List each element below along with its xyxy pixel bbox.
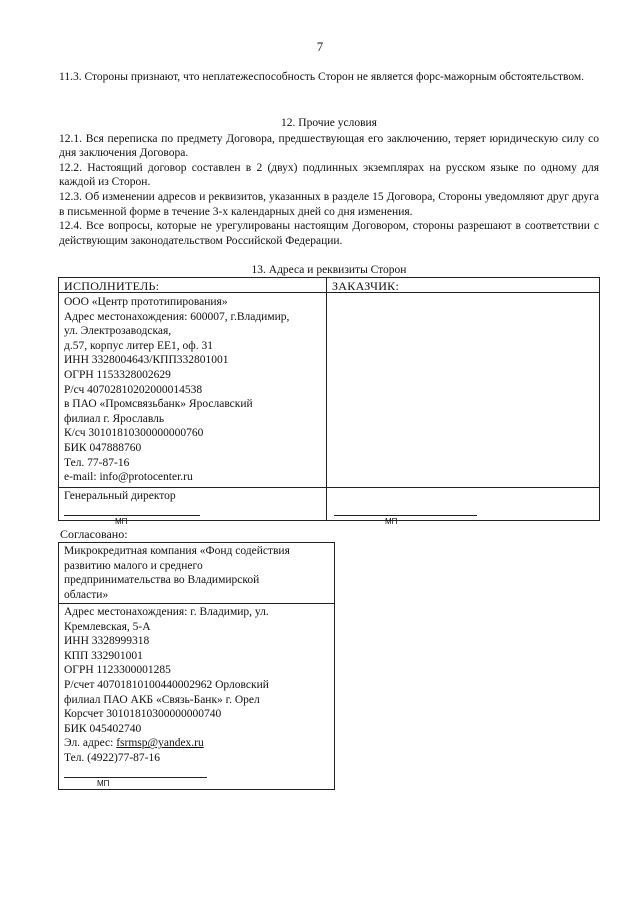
clause-12-4: 12.4. Все вопросы, которые не урегулированы настоящим Договором, стороны разрешают в соответствии с действующим законодательством Российской Федерации.	[59, 220, 599, 247]
clause-12-1: 12.1. Вся переписка по предмету Договора, предшествующая его заключению, теряет юридическую силу со дня заключения Договора.	[59, 132, 599, 160]
customer-stamp-label: МП	[385, 517, 398, 526]
executor-line: e-mail: info@protocenter.ru	[64, 471, 193, 484]
details-line: ИНН 3328999318	[64, 635, 150, 648]
executor-signature-line	[64, 515, 200, 516]
executor-line: филиал г. Ярославль	[64, 412, 165, 425]
executor-line: ИНН 3328004643/КПП332801001	[64, 354, 229, 367]
executor-line: д.57, корпус литер ЕЕ1, оф. 31	[64, 339, 214, 352]
executor-line: в ПАО «Промсвязьбанк» Ярославский	[64, 398, 253, 411]
section-13-title: 13. Адреса и реквизиты Сторон	[251, 264, 407, 276]
details-line: ОГРН 1123300001285	[64, 664, 171, 677]
email-link[interactable]: fsrmsp@yandex.ru	[116, 737, 204, 750]
page-number: 7	[316, 40, 324, 54]
executor-line: ООО «Центр прототипирования»	[64, 296, 228, 308]
executor-line: Тел. 77-87-16	[64, 456, 130, 469]
org-line: предпринимательства во Владимирской	[64, 574, 260, 587]
email-row	[64, 736, 330, 751]
executor-line: ул. Электрозаводская,	[64, 325, 172, 338]
agreed-table	[58, 542, 335, 790]
executor-details	[64, 295, 322, 485]
agreed-stamp-label: МП	[97, 779, 110, 788]
executor-position: Генеральный директор	[64, 490, 176, 502]
agreed-label: Согласовано:	[60, 527, 128, 541]
column-divider	[326, 278, 327, 520]
details-line: БИК 045402740	[64, 722, 142, 735]
details-line: Кремлевская, 5-А	[64, 620, 151, 633]
details-line: Р/счет 40701810100440002962 Орловский	[64, 678, 269, 691]
clause-12-2: 12.2. Настоящий договор составлен в 2 (двух) подлинных экземплярах на русском языке по одному для каждой из Сторон.	[59, 161, 599, 189]
org-line: развитию малого и среднего	[64, 559, 203, 572]
org-line: области»	[64, 588, 109, 601]
clause-11-3: 11.3. Стороны признают, что неплатежеспособность Сторон не является форс-мажорным обстоятельством.	[59, 71, 585, 83]
details-line: Корсчет 30101810300000000740	[64, 708, 222, 721]
details-line: филиал ПАО АКБ «Связь-Банк» г. Орел	[64, 693, 260, 706]
executor-line: ОГРН 1153328002629	[64, 368, 171, 381]
email-label: Эл. адрес:	[64, 737, 114, 750]
executor-stamp-label: МП	[115, 517, 128, 526]
requisites-table	[58, 277, 600, 526]
section-12-title: 12. Прочие условия	[281, 117, 377, 129]
org-divider	[59, 603, 334, 604]
org-line: Микрокредитная компания «Фонд содействия	[64, 545, 290, 557]
agreed-org-name	[64, 544, 330, 602]
customer-signature-line	[334, 515, 477, 516]
agreed-details	[64, 605, 330, 766]
customer-header: ЗАКАЗЧИК:	[332, 279, 400, 293]
clause-12-3: 12.3. Об изменении адресов и реквизитов, указанных в разделе 15 Договора, Стороны уведомляют друг друга в письменной форме в течение 3-х календарных дней со дня изменения.	[59, 190, 599, 218]
details-line: КПП 332901001	[64, 649, 143, 662]
phone-line: Тел. (4922)77-87-16	[64, 751, 160, 764]
section-11	[59, 70, 599, 85]
agreed-signature-line	[64, 777, 207, 778]
executor-line: К/сч 30101810300000000760	[64, 427, 204, 440]
executor-line: Р/сч 40702810202000014538	[64, 383, 203, 396]
executor-line: БИК 047888760	[64, 441, 142, 454]
signature-row-divider	[59, 487, 599, 488]
details-line: Адрес местонахождения: г. Владимир, ул.	[64, 606, 269, 618]
section-12	[59, 116, 599, 248]
executor-header: ИСПОЛНИТЕЛЬ:	[64, 279, 160, 293]
executor-line: Адрес местонахождения: 600007, г.Владимир,	[64, 310, 290, 323]
